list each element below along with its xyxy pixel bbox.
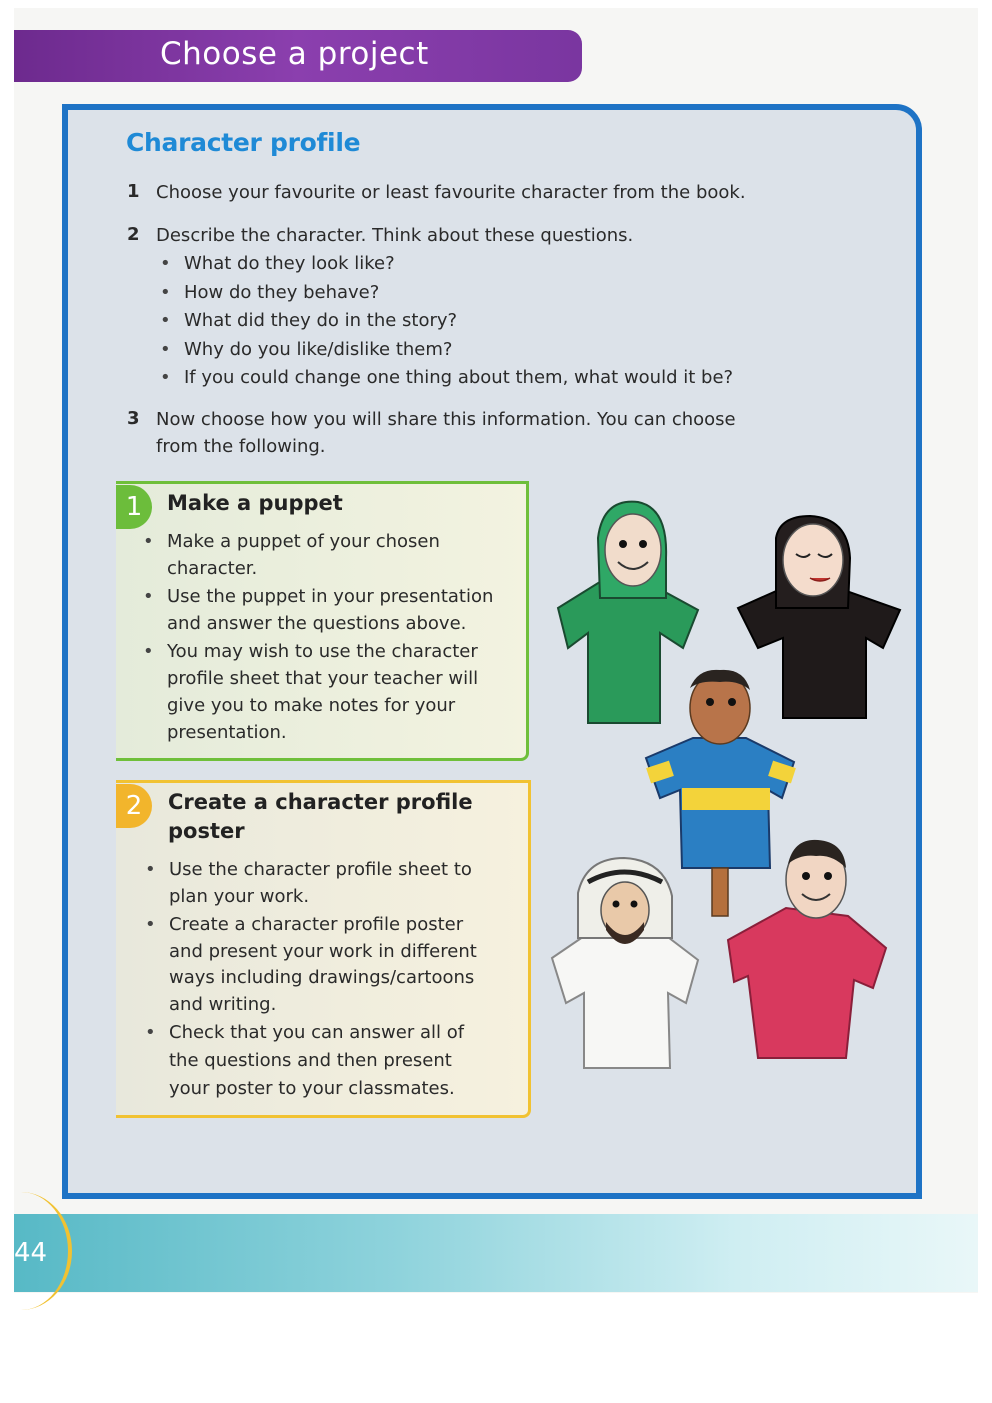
step-text: Describe the character. Think about these questions.	[156, 225, 634, 246]
option-1-title: Make a puppet	[167, 491, 343, 515]
green-puppet-icon	[558, 502, 698, 723]
footer-band	[14, 1214, 978, 1292]
option-2-bullet-cont: your poster to your classmates.	[169, 1078, 455, 1099]
black-puppet-icon	[738, 516, 900, 718]
striped-puppet-icon	[646, 670, 796, 916]
option-1-bullet: • Use the puppet in your presentation	[167, 583, 493, 610]
hand-puppets-illustration	[548, 498, 908, 1078]
pink-puppet-icon	[728, 840, 886, 1058]
section-title: Character profile	[126, 128, 361, 157]
option-2-title: poster	[168, 819, 245, 843]
step-text: Choose your favourite or least favourite character from the book.	[156, 182, 746, 203]
option-2-bullet-cont: and present your work in different	[169, 941, 477, 962]
step-number: 1	[127, 181, 140, 202]
option-1-bullet: • You may wish to use the character	[167, 638, 478, 665]
option-2-bullet-cont: and writing.	[169, 994, 277, 1015]
option-2-bullet-cont: plan your work.	[169, 886, 310, 907]
question-item: • Why do you like/dislike them?	[184, 336, 452, 363]
option-1-bullet-cont: and answer the questions above.	[167, 613, 467, 634]
option-1-bullet: • Make a puppet of your chosen	[167, 528, 440, 555]
option-1-bullet-cont: presentation.	[167, 722, 287, 743]
step-number: 3	[127, 408, 140, 429]
question-item: • What do they look like?	[184, 250, 395, 277]
option-2-bullet: • Use the character profile sheet to	[169, 856, 472, 883]
step-text: from the following.	[156, 436, 326, 457]
page-number: 44	[14, 1238, 48, 1268]
option-2-bullet: • Check that you can answer all of	[169, 1019, 464, 1046]
option-1-bullet-cont: give you to make notes for your	[167, 695, 456, 716]
question-item: • What did they do in the story?	[184, 307, 457, 334]
question-item: • If you could change one thing about them, what would it be?	[184, 364, 733, 391]
option-1-bullet-cont: profile sheet that your teacher will	[167, 668, 479, 689]
step-text: Now choose how you will share this information. You can choose	[156, 409, 736, 430]
option-1-badge: 1	[116, 485, 152, 529]
option-2-bullet-cont: ways including drawings/cartoons	[169, 967, 475, 988]
option-2-bullet-cont: the questions and then present	[169, 1050, 452, 1071]
option-2-badge: 2	[116, 784, 152, 828]
option-2-bullet: • Create a character profile poster	[169, 911, 463, 938]
question-item: • How do they behave?	[184, 279, 379, 306]
option-2-title: Create a character profile	[168, 790, 473, 814]
step-number: 2	[127, 224, 140, 245]
option-1-bullet-cont: character.	[167, 558, 258, 579]
page-title: Choose a project	[160, 36, 429, 72]
white-robe-puppet-icon	[552, 858, 698, 1068]
